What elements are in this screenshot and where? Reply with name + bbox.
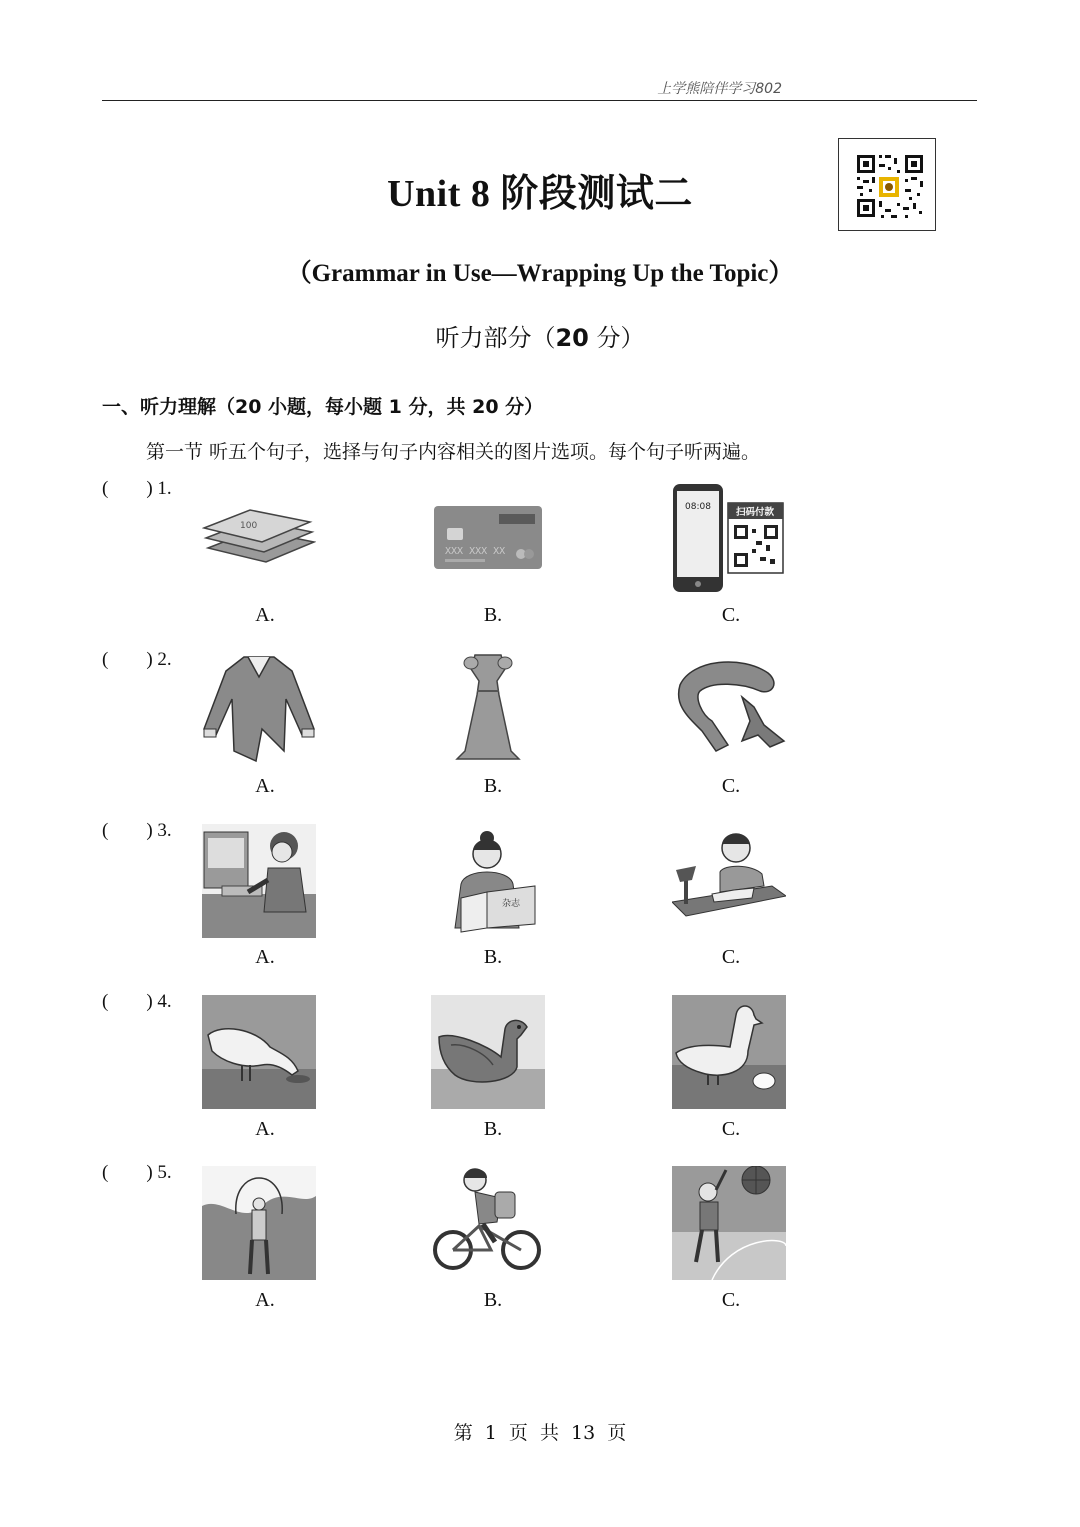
magazine-label: 杂志 xyxy=(501,899,521,909)
q1-option-b[interactable]: B. xyxy=(483,604,503,626)
question-3-number[interactable]: ( ) 3. xyxy=(102,820,172,841)
dress-icon xyxy=(431,651,545,765)
header-divider xyxy=(102,100,977,101)
basketball-boy-icon xyxy=(672,1166,786,1280)
q5-option-b[interactable]: B. xyxy=(483,1289,503,1311)
section-heading xyxy=(0,318,1080,353)
phone-time: 08:08 xyxy=(685,502,711,512)
coat-icon xyxy=(202,651,316,765)
q2-option-a[interactable]: A. xyxy=(255,775,275,797)
part-instruction: 第一节 听五个句子，选择与句子内容相关的图片选项。每个句子听两遍。 xyxy=(146,441,761,463)
part-title: 一、听力理解（20 小题，每小题 1 分，共 20 分） xyxy=(102,396,544,418)
duck-swimming-icon xyxy=(431,995,545,1109)
boy-bicycle-icon xyxy=(431,1166,545,1280)
page-footer: 第 1 页 共 13 页 xyxy=(453,1422,627,1444)
goose-egg-icon xyxy=(672,995,786,1109)
q4-option-c[interactable]: C. xyxy=(721,1118,741,1140)
section-label: 听力部分（ xyxy=(435,324,556,352)
goose-eating-icon xyxy=(202,995,316,1109)
title-cn: 阶段测试二 xyxy=(500,171,693,215)
section-score: 20 xyxy=(555,324,589,352)
jump-rope-icon xyxy=(202,1166,316,1280)
q2-option-c[interactable]: C. xyxy=(721,775,741,797)
q4-option-a[interactable]: A. xyxy=(255,1118,275,1140)
scarf-icon xyxy=(672,655,786,769)
header-brand: 上学熊陪伴学习802 xyxy=(657,81,782,97)
section-unit: 分） xyxy=(596,324,645,352)
q1-option-c[interactable]: C. xyxy=(721,604,741,626)
q3-option-a[interactable]: A. xyxy=(255,946,275,968)
q3-option-c[interactable]: C. xyxy=(721,946,741,968)
qr-code-icon xyxy=(839,139,934,229)
girl-computer-icon xyxy=(202,824,316,938)
q4-option-b[interactable]: B. xyxy=(483,1118,503,1140)
question-5-number[interactable]: ( ) 5. xyxy=(102,1162,172,1183)
q3-option-b[interactable]: B. xyxy=(483,946,503,968)
svg-text:100: 100 xyxy=(240,521,258,531)
mobile-payment-icon xyxy=(672,483,786,595)
bank-card-icon xyxy=(431,490,545,604)
svg-text:XXX XXX XX: XXX XXX XX xyxy=(445,546,506,557)
page-subtitle: （Grammar in Use—Wrapping Up the Topic） xyxy=(286,260,794,287)
cash-icon xyxy=(202,490,316,604)
question-2-number[interactable]: ( ) 2. xyxy=(102,649,172,670)
question-1-number[interactable]: ( ) 1. xyxy=(102,478,172,499)
q5-option-a[interactable]: A. xyxy=(255,1289,275,1311)
q2-option-b[interactable]: B. xyxy=(483,775,503,797)
question-4-number[interactable]: ( ) 4. xyxy=(102,991,172,1012)
title-unit: Unit 8 xyxy=(387,173,491,215)
boy-writing-icon xyxy=(672,826,786,940)
q5-option-c[interactable]: C. xyxy=(721,1289,741,1311)
qr-code[interactable] xyxy=(838,138,936,231)
girl-magazine-icon xyxy=(431,824,545,938)
q1-option-a[interactable]: A. xyxy=(255,604,275,626)
pay-label: 扫码付款 xyxy=(735,507,775,518)
